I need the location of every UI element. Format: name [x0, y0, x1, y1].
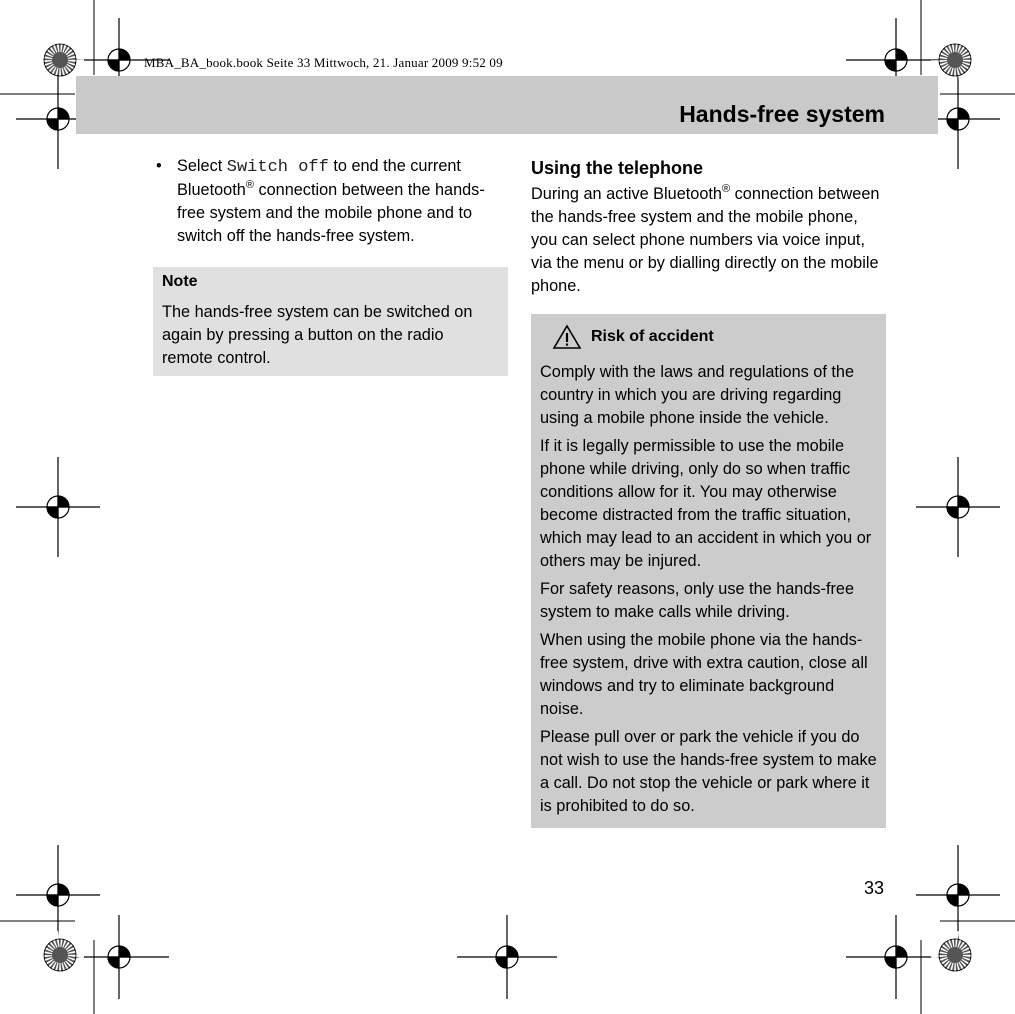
menu-item-switch-off: Switch off: [226, 158, 329, 177]
note-heading: Note: [162, 273, 198, 290]
bullet-mid: to end the current Bluetooth: [177, 157, 461, 199]
warning-paragraph: When using the mobile phone via the hands-free system, drive with extra caution, close all windows and try to eliminate background noise.: [540, 631, 868, 718]
note-text: The hands-free system can be switched on again by pressing a button on the radio remote control.: [162, 303, 473, 367]
left-column: [153, 155, 508, 376]
note-box: [153, 267, 508, 376]
telephone-intro: [531, 183, 886, 298]
warning-paragraph: Please pull over or park the vehicle if you do not wish to use the hands-free system to make a call. Do not stop the vehicle or park where it is prohibited to do so.: [540, 728, 877, 815]
warning-triangle-icon: [552, 324, 582, 350]
registered-mark: ®: [721, 182, 731, 195]
warning-box: [531, 314, 886, 828]
warning-paragraph: For safety reasons, only use the hands-free system to make calls while driving.: [540, 580, 855, 621]
warning-header: [540, 324, 877, 350]
bullet-prefix: Select: [177, 157, 227, 175]
print-header: MBA_BA_book.book Seite 33 Mittwoch, 21. Januar 2009 9:52 09: [144, 55, 503, 70]
registered-mark: ®: [245, 178, 254, 191]
warning-paragraph: If it is legally permissible to use the mobile phone while driving, only do so when traffic conditions allow for it. You may otherwise become distracted from the traffic situation, which may lead to an accident in which you or others may be injured.: [540, 437, 872, 570]
bullet-rest: connection between the hands-free system and the mobile phone and to switch off the hands-free system.: [177, 181, 485, 245]
section-title-bar: [76, 76, 938, 134]
intro-part-1: During an active Bluetooth: [531, 185, 722, 203]
bullet-item: [153, 155, 508, 248]
warning-heading: Risk of accident: [591, 328, 714, 345]
warning-paragraph: Comply with the laws and regulations of the country in which you are driving regarding using a mobile phone inside the vehicle.: [540, 363, 855, 427]
section-title: Hands-free system: [679, 101, 885, 127]
right-column: [531, 155, 886, 828]
intro-part-2: connection between the hands-free system and the mobile phone, you can select phone numbers via voice input, via the menu or by dialling directly on the mobile phone.: [531, 185, 880, 295]
bullet-marker: •: [156, 157, 162, 175]
telephone-heading: Using the telephone: [531, 158, 704, 178]
page-number: 33: [864, 878, 885, 898]
